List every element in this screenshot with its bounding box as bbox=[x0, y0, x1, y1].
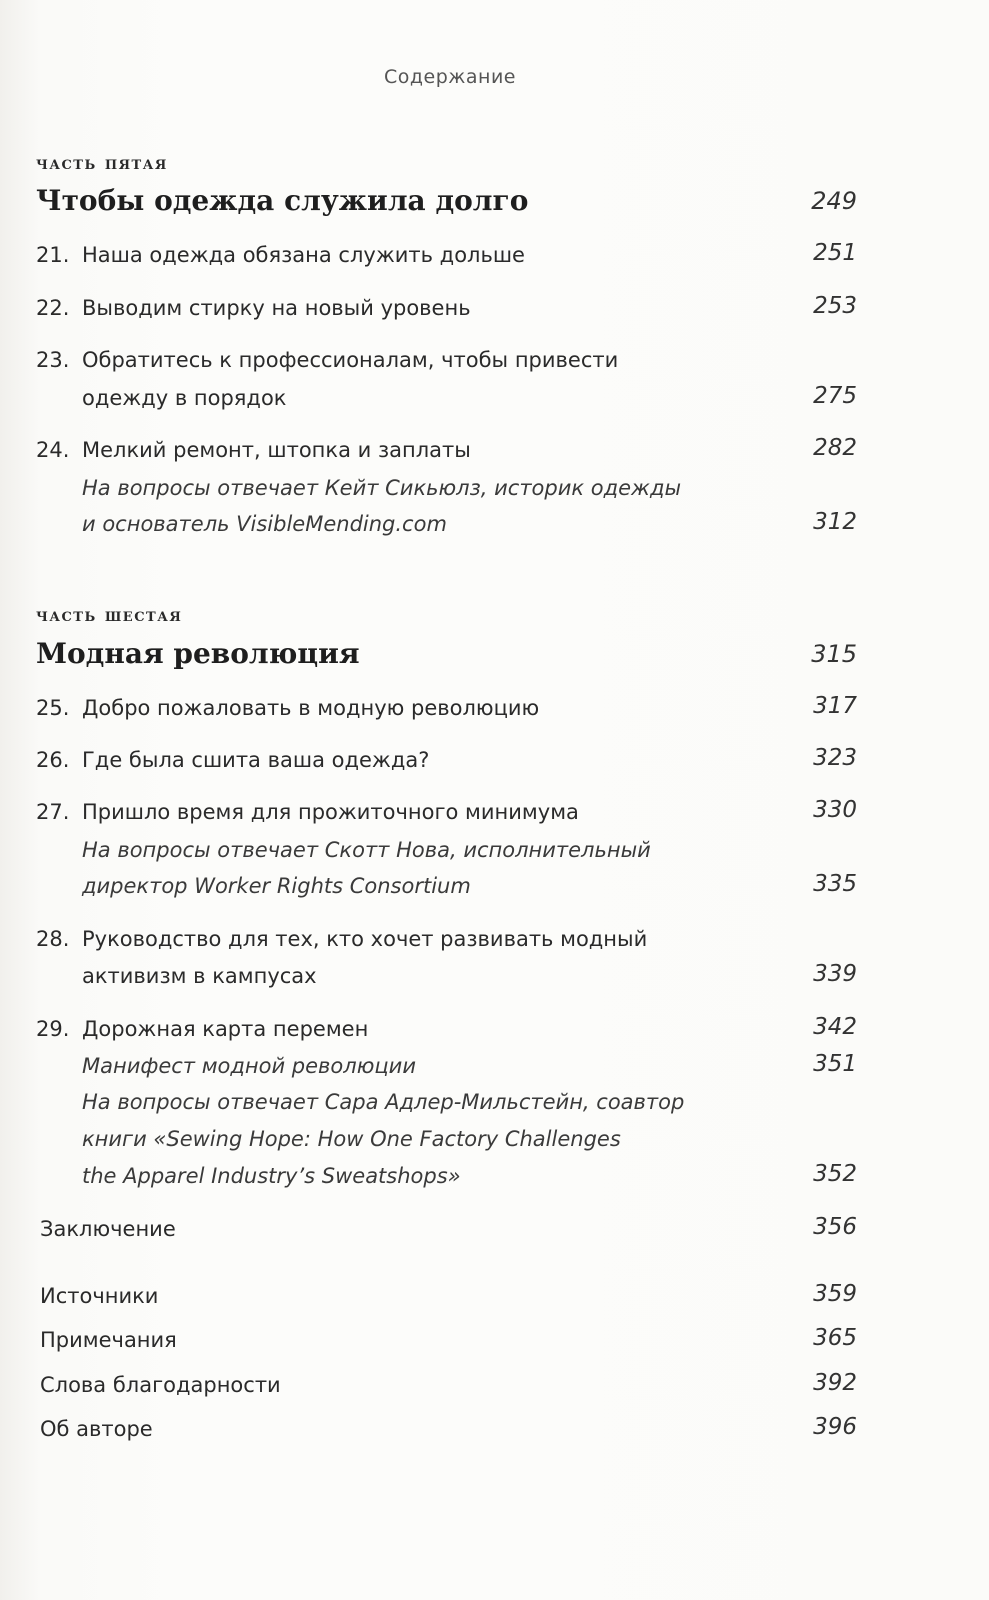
interview-title: the Apparel Industry’s Sweatshops» bbox=[82, 1164, 461, 1188]
chapter-title: Мелкий ремонт, штопка и заплаты bbox=[82, 438, 471, 462]
part-five-title: Чтобы одежда служила долго bbox=[36, 184, 529, 217]
part-five-label: часть пятая bbox=[36, 152, 168, 174]
interview-title: книги «Sewing Hope: How One Factory Challenges bbox=[82, 1127, 621, 1151]
chapter-number: 25. bbox=[36, 696, 70, 720]
interview-title: На вопросы отвечает Кейт Сикьюлз, историк одежды bbox=[82, 476, 682, 500]
chapter-title: Руководство для тех, кто хочет развивать модный bbox=[82, 927, 648, 951]
interview-title: директор Worker Rights Consortium bbox=[82, 874, 471, 898]
conclusion-page: 356 bbox=[813, 1214, 857, 1240]
back-matter-item: Примечания bbox=[40, 1328, 177, 1352]
manifest-page: 351 bbox=[813, 1051, 857, 1077]
part-six-label: часть шестая bbox=[36, 604, 183, 626]
part-six-page: 315 bbox=[811, 640, 857, 668]
conclusion-label: Заключение bbox=[40, 1217, 176, 1241]
interview-title: и основатель VisibleMending.com bbox=[82, 512, 447, 536]
chapter-number: 23. bbox=[36, 348, 70, 372]
chapter-title: Наша одежда обязана служить дольше bbox=[82, 243, 525, 267]
page-header: Содержание bbox=[384, 66, 516, 88]
chapter-number: 29. bbox=[36, 1017, 70, 1041]
manifest-title: Манифест модной революции bbox=[82, 1054, 416, 1078]
part-five-page: 249 bbox=[811, 187, 857, 215]
interview-title: На вопросы отвечает Скотт Нова, исполнительный bbox=[82, 838, 651, 862]
interview-page: 335 bbox=[813, 871, 857, 897]
part-six-title: Модная революция bbox=[36, 637, 360, 670]
chapter-title: Добро пожаловать в модную революцию bbox=[82, 696, 540, 720]
interview-page: 312 bbox=[813, 509, 857, 535]
interview-page: 352 bbox=[813, 1161, 857, 1187]
back-matter-item: Об авторе bbox=[40, 1417, 153, 1441]
back-matter-page: 365 bbox=[813, 1325, 857, 1351]
chapter-number: 24. bbox=[36, 438, 70, 462]
chapter-page: 317 bbox=[813, 693, 857, 719]
back-matter-page: 396 bbox=[813, 1414, 857, 1440]
back-matter-page: 392 bbox=[813, 1370, 857, 1396]
back-matter-item: Слова благодарности bbox=[40, 1373, 281, 1397]
chapter-title: активизм в кампусах bbox=[82, 964, 317, 988]
chapter-number: 22. bbox=[36, 296, 70, 320]
chapter-title: Где была сшита ваша одежда? bbox=[82, 748, 430, 772]
chapter-page: 275 bbox=[813, 383, 857, 409]
chapter-page: 253 bbox=[813, 293, 857, 319]
chapter-number: 27. bbox=[36, 800, 70, 824]
chapter-title: Обратитесь к профессионалам, чтобы привести bbox=[82, 348, 619, 372]
chapter-page: 251 bbox=[813, 240, 857, 266]
chapter-number: 28. bbox=[36, 927, 70, 951]
chapter-title: одежду в порядок bbox=[82, 386, 287, 410]
chapter-page: 282 bbox=[813, 435, 857, 461]
chapter-page: 342 bbox=[813, 1014, 857, 1040]
chapter-page: 339 bbox=[813, 961, 857, 987]
back-matter-page: 359 bbox=[813, 1281, 857, 1307]
interview-title: На вопросы отвечает Сара Адлер-Мильстейн, соавтор bbox=[82, 1090, 685, 1114]
chapter-page: 330 bbox=[813, 797, 857, 823]
chapter-title: Пришло время для прожиточного минимума bbox=[82, 800, 579, 824]
chapter-number: 21. bbox=[36, 243, 70, 267]
chapter-title: Дорожная карта перемен bbox=[82, 1017, 369, 1041]
chapter-number: 26. bbox=[36, 748, 70, 772]
back-matter-item: Источники bbox=[40, 1284, 159, 1308]
chapter-page: 323 bbox=[813, 745, 857, 771]
chapter-title: Выводим стирку на новый уровень bbox=[82, 296, 471, 320]
